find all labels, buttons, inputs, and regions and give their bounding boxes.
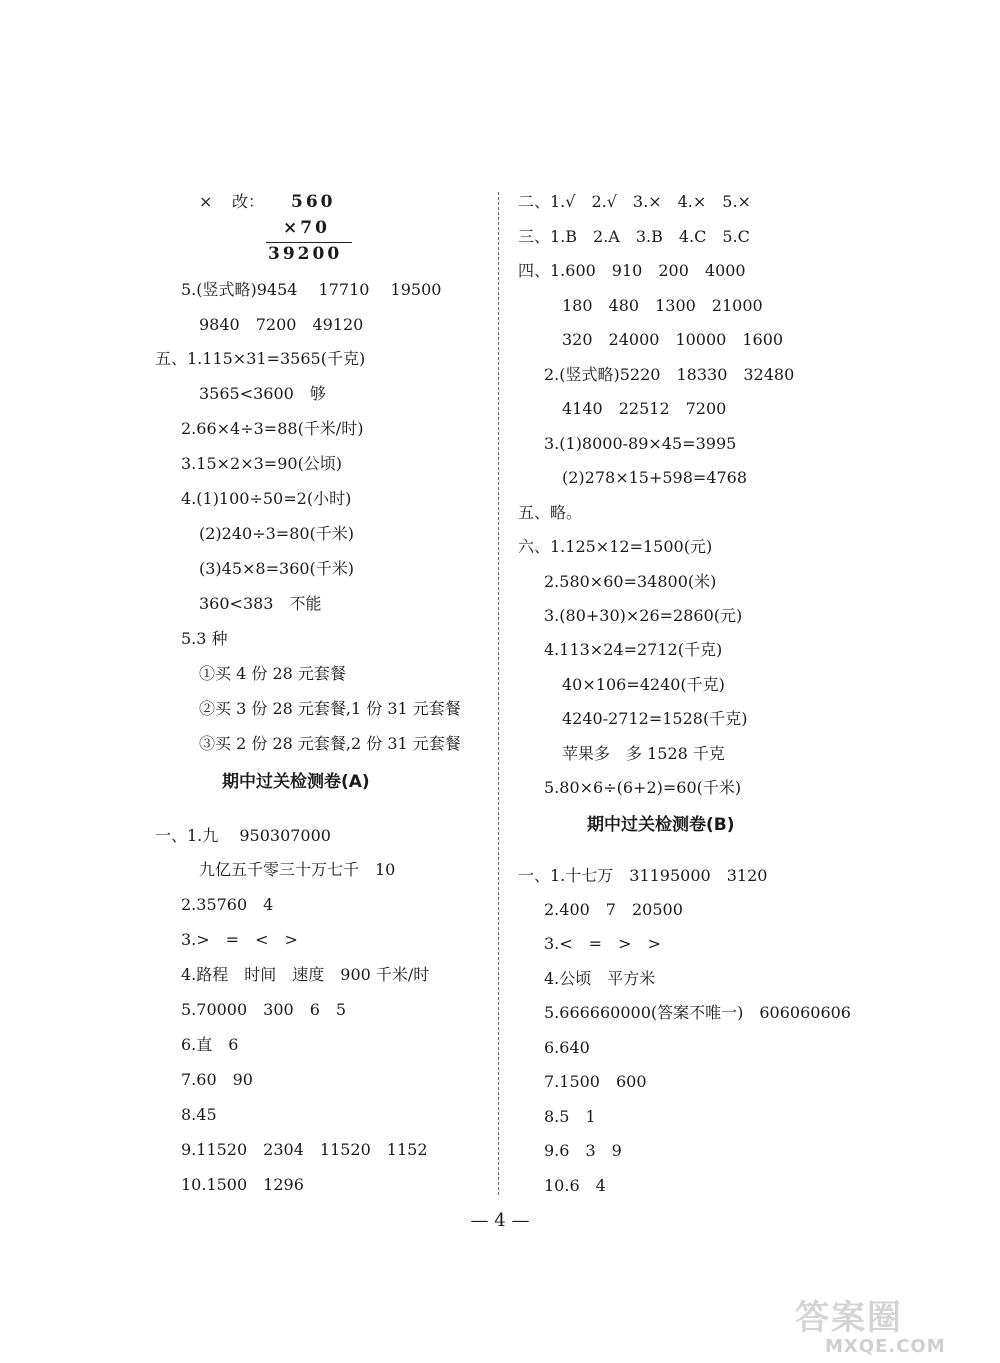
left-line: 3565<3600 够: [199, 384, 326, 403]
right-line: 4.113×24=2712(千克): [544, 640, 723, 659]
left-line: ①买 4 份 28 元套餐: [199, 664, 346, 683]
right-line: 9.6 3 9: [544, 1141, 622, 1160]
right-line: 5.666660000(答案不唯一) 606060606: [544, 1003, 851, 1022]
right-line: 三、1.B 2.A 3.B 4.C 5.C: [518, 227, 750, 246]
column-divider: [498, 192, 499, 1195]
right-line: 3.(80+30)×26=2860(元): [544, 606, 743, 625]
multiplicand: 560: [291, 192, 336, 212]
left-line: 6.直 6: [181, 1035, 239, 1054]
left-line: 5.(竖式略)9454 17710 19500: [181, 280, 442, 299]
left-line: (3)45×8=360(千米): [199, 559, 355, 578]
left-line: 五、1.115×31=3565(千克): [155, 349, 366, 368]
left-line: 5.3 种: [181, 629, 228, 648]
right-line: 10.6 4: [544, 1176, 606, 1195]
left-line: 9840 7200 49120: [199, 315, 364, 334]
right-line: 6.640: [544, 1038, 590, 1057]
right-line: 320 24000 10000 1600: [562, 330, 784, 349]
left-line: (2)240÷3=80(千米): [199, 524, 355, 543]
right-line: 3.(1)8000-89×45=3995: [544, 434, 737, 453]
watermark-url: MXQE.COM: [825, 1336, 946, 1357]
right-line: 4240-2712=1528(千克): [562, 709, 748, 728]
product: 39200: [268, 244, 343, 264]
section-title-b: 期中过关检测卷(B): [587, 815, 735, 835]
right-line: 二、1.√ 2.√ 3.× 4.× 5.×: [518, 192, 751, 211]
wrong-mark: ×: [199, 192, 213, 211]
left-line: ③买 2 份 28 元套餐,2 份 31 元套餐: [199, 734, 461, 753]
left-line: 8.45: [181, 1105, 217, 1124]
right-line: 2.(竖式略)5220 18330 32480: [544, 365, 795, 384]
section-title-a: 期中过关检测卷(A): [222, 772, 370, 792]
right-line: 40×106=4240(千克): [562, 675, 725, 694]
right-line: 5.80×6÷(6+2)=60(千米): [544, 778, 742, 797]
watermark-logo: [795, 1300, 995, 1360]
right-line: 四、1.600 910 200 4000: [518, 261, 746, 280]
left-line: 5.70000 300 6 5: [181, 1000, 347, 1019]
watermark-logo-text: 答案圈: [795, 1298, 903, 1338]
left-line: 2.35760 4: [181, 895, 274, 914]
left-line: 10.1500 1296: [181, 1175, 304, 1194]
left-line: 3.15×2×3=90(公顷): [181, 454, 343, 473]
left-line: 九亿五千零三十万七千 10: [199, 860, 396, 879]
multiplier: ×70: [283, 218, 330, 238]
left-line: 4.路程 时间 速度 900 千米/时: [181, 965, 430, 984]
left-line: 3.> = < >: [181, 930, 298, 949]
right-line: 苹果多 多 1528 千克: [562, 744, 725, 763]
left-line: ②买 3 份 28 元套餐,1 份 31 元套餐: [199, 699, 461, 718]
left-line: 一、1.九 950307000: [155, 826, 331, 845]
right-line: 一、1.十七万 31195000 3120: [518, 866, 768, 885]
right-line: 2.580×60=34800(米): [544, 572, 717, 591]
right-line: 7.1500 600: [544, 1072, 647, 1091]
left-line: 7.60 90: [181, 1070, 253, 1089]
correction-label: 改：: [232, 192, 265, 211]
right-line: (2)278×15+598=4768: [562, 468, 748, 487]
right-line: 4.公顷 平方米: [544, 969, 656, 988]
right-line: 六、1.125×12=1500(元): [518, 537, 713, 556]
left-line: 2.66×4÷3=88(千米/时): [181, 419, 364, 438]
right-line: 2.400 7 20500: [544, 900, 683, 919]
left-line: 360<383 不能: [199, 594, 322, 613]
page-number: — 4 —: [470, 1210, 530, 1231]
right-line: 五、略。: [518, 503, 583, 522]
right-line: 4140 22512 7200: [562, 399, 727, 418]
left-line: 9.11520 2304 11520 1152: [181, 1140, 428, 1159]
right-line: 8.5 1: [544, 1107, 596, 1126]
left-line: 4.(1)100÷50=2(小时): [181, 489, 352, 508]
right-line: 180 480 1300 21000: [562, 296, 763, 315]
right-line: 3.< = > >: [544, 934, 661, 953]
